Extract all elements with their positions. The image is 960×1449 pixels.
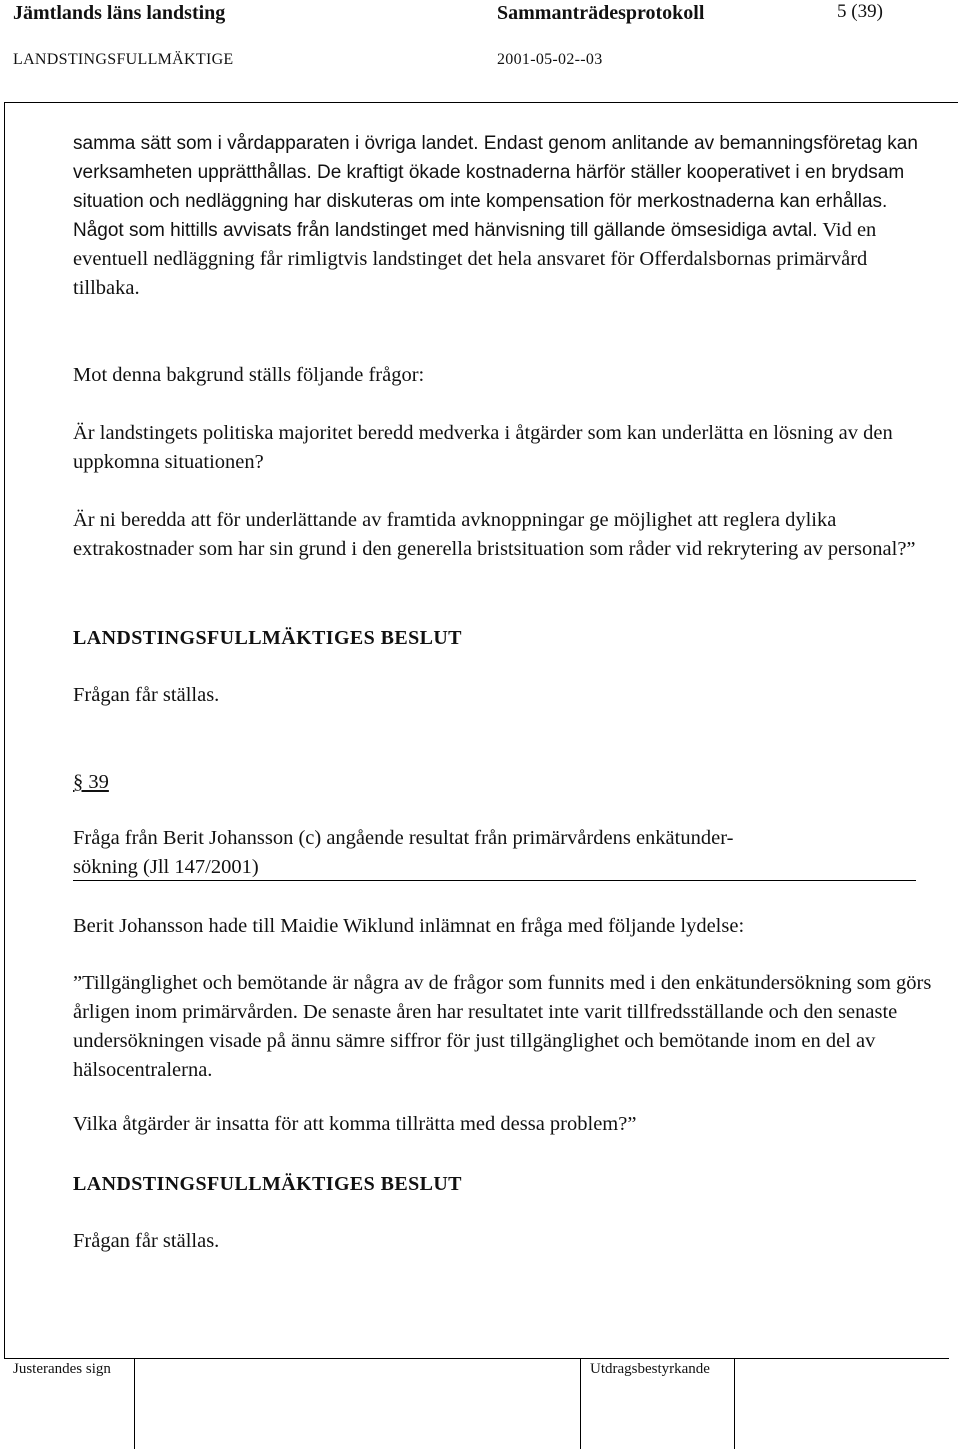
decision-heading-38: LANDSTINGSFULLMÄKTIGES BESLUT <box>73 627 462 649</box>
decision-text-39: Frågan får ställas. <box>73 1230 220 1252</box>
section-38-para-2: Mot denna bakgrund ställs följande frågor: <box>73 364 425 386</box>
organization-name: Jämtlands läns landsting <box>13 2 226 24</box>
page-number: 5 (39) <box>837 1 883 22</box>
meeting-date: 2001-05-02--03 <box>497 51 603 68</box>
decision-heading-39: LANDSTINGSFULLMÄKTIGES BESLUT <box>73 1173 462 1195</box>
left-margin-line <box>4 102 5 1359</box>
para-1-sans-text: samma sätt som i vårdapparaten i övriga landet. Endast genom anlitande av bemanningsföretag kan verksamheten upprätthållas. De kraftigt ökade kostnaderna härför ställer kooperativet i en brydsam situation och nedläggning har diskuteras om inte kompensation för merkostnaderna kan erhållas. Något som hittills avvisats från landstinget med hänvisning till gällande ömsesidiga avtal. <box>73 133 918 241</box>
para-1-serif-text: Vid en eventuell nedläggning får rimligtvis landstinget det hela ansvaret för Offerdalsbornas primärvård tillbaka. <box>73 219 877 299</box>
header-rule <box>4 102 958 103</box>
footer-divider-right <box>734 1358 735 1449</box>
decision-text-38: Frågan får ställas. <box>73 684 220 706</box>
footer-divider-mid <box>580 1358 581 1449</box>
section-39-title-line-1: Fråga från Berit Johansson (c) angående resultat från primärvårdens enkätunder- <box>73 827 734 849</box>
footer-signature-label: Justerandes sign <box>13 1361 111 1377</box>
meeting-body: LANDSTINGSFULLMÄKTIGE <box>13 51 234 68</box>
section-39-quote-2: Vilka åtgärder är insatta för att komma tillrätta med dessa problem?” <box>73 1113 637 1135</box>
section-mark-39: § 39 <box>73 771 109 793</box>
document-type: Sammanträdesprotokoll <box>497 2 705 24</box>
section-38-question-1: Är landstingets politiska majoritet beredd medverka i åtgärder som kan underlätta en lösning av den uppkomna situationen? <box>73 422 893 473</box>
section-39-intro: Berit Johansson hade till Maidie Wiklund inlämnat en fråga med följande lydelse: <box>73 915 745 937</box>
footer-divider-left <box>134 1358 135 1449</box>
section-39-title-line-2: sökning (Jll 147/2001) <box>73 856 259 878</box>
section-38-para-1 <box>73 129 938 303</box>
section-39-quote-1: ”Tillgänglighet och bemötande är några av de frågor som funnits med i den enkätundersökning som görs årligen inom primärvården. De senaste åren har resultatet inte varit tillfredsställande och den senaste undersökningen visade på ännu sämre siffror för just tillgänglighet och bemötande inom en del av hälsocentralerna. <box>73 972 932 1081</box>
footer-certification-label: Utdragsbestyrkande <box>590 1361 710 1377</box>
title-underline <box>73 880 916 881</box>
section-38-question-2: Är ni beredda att för underlättande av framtida avknoppningar ge möjlighet att reglera dylika extrakostnader som har sin grund i den generella bristsituation som råder vid rekrytering av personal?” <box>73 509 916 560</box>
footer-rule <box>4 1358 949 1359</box>
